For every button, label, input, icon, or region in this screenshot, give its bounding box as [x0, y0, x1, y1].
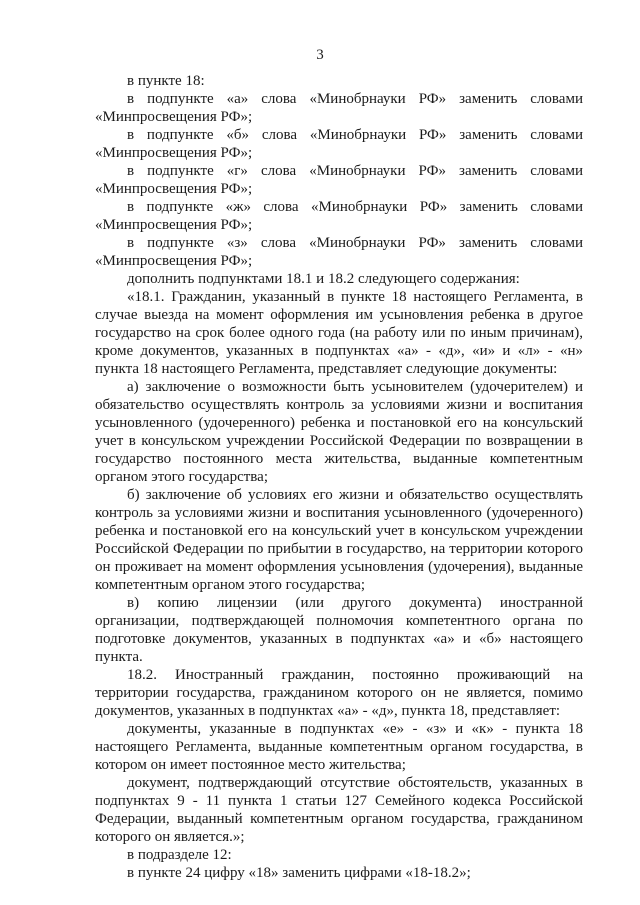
- paragraph-subpoint-zh: в подпункте «ж» слова «Минобрнауки РФ» заменить словами «Минпросвещения РФ»;: [95, 199, 583, 233]
- paragraph-subpoint-a: в подпункте «а» слова «Минобрнауки РФ» заменить словами «Минпросвещения РФ»;: [95, 91, 583, 125]
- paragraph-subpoint-g: в подпункте «г» слова «Минобрнауки РФ» заменить словами «Минпросвещения РФ»;: [95, 163, 583, 197]
- paragraph-18-2: 18.2. Иностранный гражданин, постоянно проживающий на территории государства, гражданином которого он не является, помимо документов, указанных в подпунктах «а» - «д», пункта 18, представляет:: [95, 667, 583, 719]
- paragraph-supplement: дополнить подпунктами 18.1 и 18.2 следующего содержания:: [127, 271, 520, 287]
- paragraph-18-2-documents: документы, указанные в подпунктах «е» - «з» и «к» - пункта 18 настоящего Регламента, выданные компетентным органом государства, в котором он имеет постоянное место жительства;: [95, 721, 583, 773]
- paragraph-18-1-v: в) копию лицензии (или другого документа) иностранной организации, подтверждающей полномочия компетентного органа по подготовке документов, указанных в подпунктах «а» и «б» настоящего пункта.: [95, 595, 583, 665]
- paragraph-18-1-b: б) заключение об условиях его жизни и обязательство осуществлять контроль за условиями жизни и воспитания усыновленного (удочеренного) ребенка и постановкой его на консульский учет в консульском учреждении Российской Федерации по прибытии в государство, на территории которого он проживает на момент оформления усыновления (удочерения), выданные компетентным органом этого государства;: [95, 487, 583, 593]
- document-body: [95, 72, 583, 882]
- paragraph-subsection-12: в подразделе 12:: [127, 847, 232, 863]
- paragraph-18-1: «18.1. Гражданин, указанный в пункте 18 настоящего Регламента, в случае выезда на момент оформления им усыновления ребенка в другое государство на срок более одного года (на работу или по иным причинам), кроме документов, указанных в подпунктах «а» - «д», «и» и «л» - «н» пункта 18 настоящего Регламента, представляет следующие документы:: [95, 289, 583, 377]
- paragraph-subpoint-z: в подпункте «з» слова «Минобрнауки РФ» заменить словами «Минпросвещения РФ»;: [95, 235, 583, 269]
- paragraph-18-1-a: а) заключение о возможности быть усыновителем (удочерителем) и обязательство осуществлять контроль за условиями жизни и воспитания усыновленного (удочеренного) ребенка и постановкой его на консульский учет в консульском учреждении Российской Федерации по возвращении в государство постоянного места жительства, выданные компетентным органом этого государства;: [95, 379, 583, 485]
- paragraph-subpoint-b: в подпункте «б» слова «Минобрнауки РФ» заменить словами «Минпросвещения РФ»;: [95, 127, 583, 161]
- paragraph-intro-p18: в пункте 18:: [127, 73, 205, 89]
- paragraph-point-24: в пункте 24 цифру «18» заменить цифрами «18-18.2»;: [127, 865, 471, 881]
- page-number: 3: [316, 47, 324, 63]
- paragraph-18-2-document: документ, подтверждающий отсутствие обстоятельств, указанных в подпунктах 9 - 11 пункта 1 статьи 127 Семейного кодекса Российской Федерации, выданный компетентным органом государства, гражданином которого он является.»;: [95, 775, 583, 845]
